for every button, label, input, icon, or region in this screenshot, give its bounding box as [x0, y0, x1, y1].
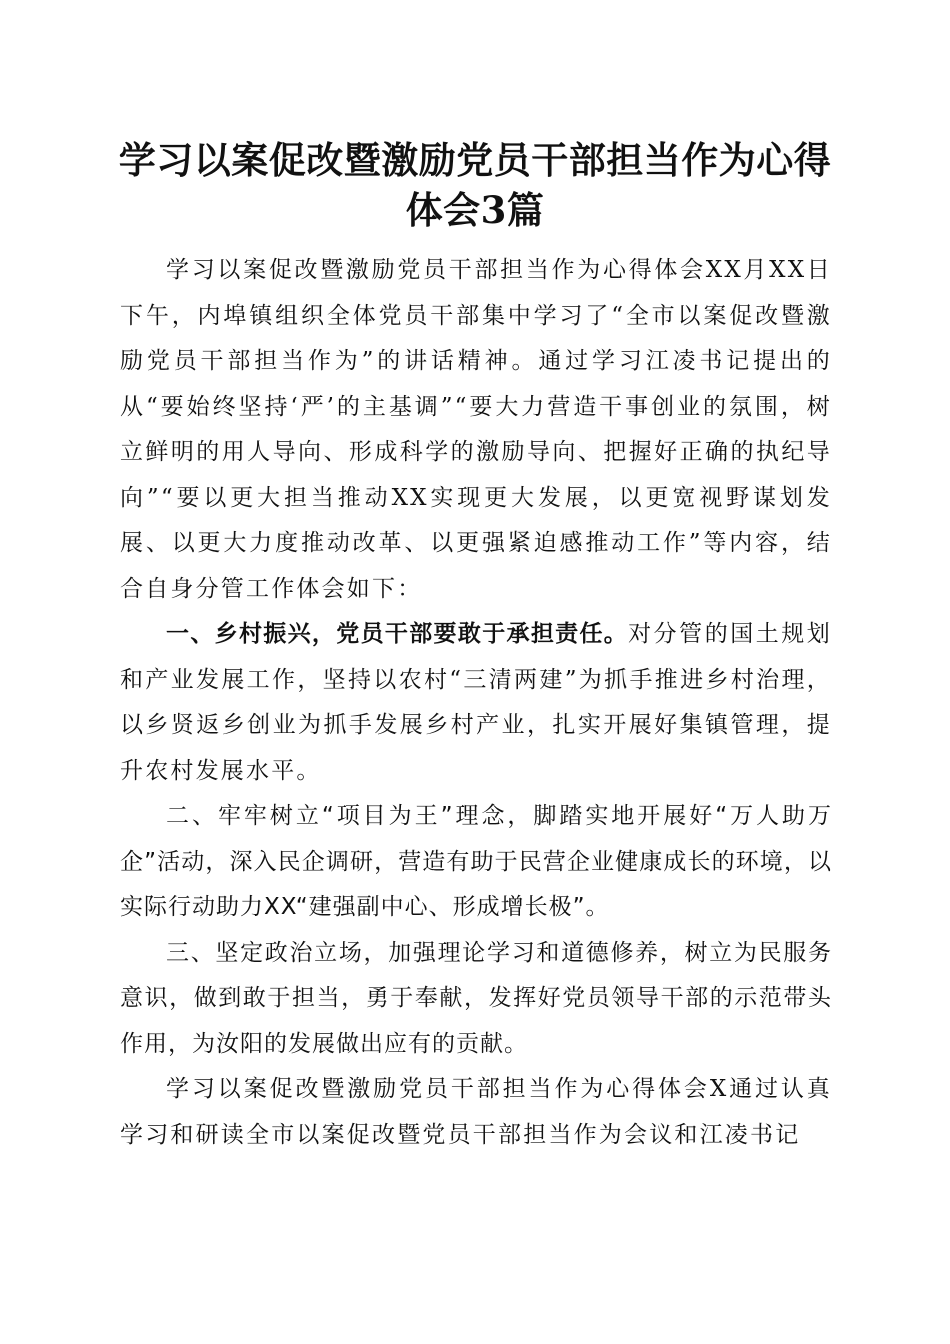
paragraph-point-three: 三、坚定政治立场，加强理论学习和道德修养，树立为民服务意识，做到敢于担当，勇于奉献，发挥好党员领导干部的示范带头作用，为汝阳的发展做出应有的贡献。	[120, 939, 832, 1057]
paragraph-second-article: 学习以案促改暨激励党员干部担当作为心得体会X通过认真学习和研读全市以案促改暨党员干部担当作为会议和江凌书记	[120, 1076, 832, 1148]
paragraph-point-one-body: 对分管的国土规划和产业发展工作，坚持以农村“三清两建”为抓手推进乡村治理，以乡贤返乡创业为抓手发展乡村产业，扎实开展好集镇管理，提升农村发展水平。	[120, 621, 832, 784]
document-title: 学习以案促改暨激励党员干部担当作为心得体会3篇	[118, 138, 832, 232]
paragraph-point-one-heading: 一、乡村振兴，党员干部要敢于承担责任。	[166, 621, 629, 647]
document-body	[120, 248, 832, 1158]
paragraph-point-two: 二、牢牢树立“项目为王”理念，脚踏实地开展好“万人助万企”活动，深入民企调研，营造有助于民营企业健康成长的环境，以实际行动助力XX“建强副中心、形成增长极”。	[120, 803, 832, 920]
paragraph-intro: 学习以案促改暨激励党员干部担当作为心得体会XX月XX日下午，内埠镇组织全体党员干部集中学习了“全市以案促改暨激励党员干部担当作为”的讲话精神。通过学习江凌书记提出的从“要始终坚持‘严’的主基调”“要大力营造干事创业的氛围，树立鲜明的用人导向、形成科学的激励导向、把握好正确的执纪导向”“要以更大担当推动XX实现更大发展，以更宽视野谋划发展、以更大力度推动改革、以更强紧迫感推动工作”等内容，结合自身分管工作体会如下：	[120, 257, 832, 602]
paragraph-point-one	[120, 612, 832, 794]
